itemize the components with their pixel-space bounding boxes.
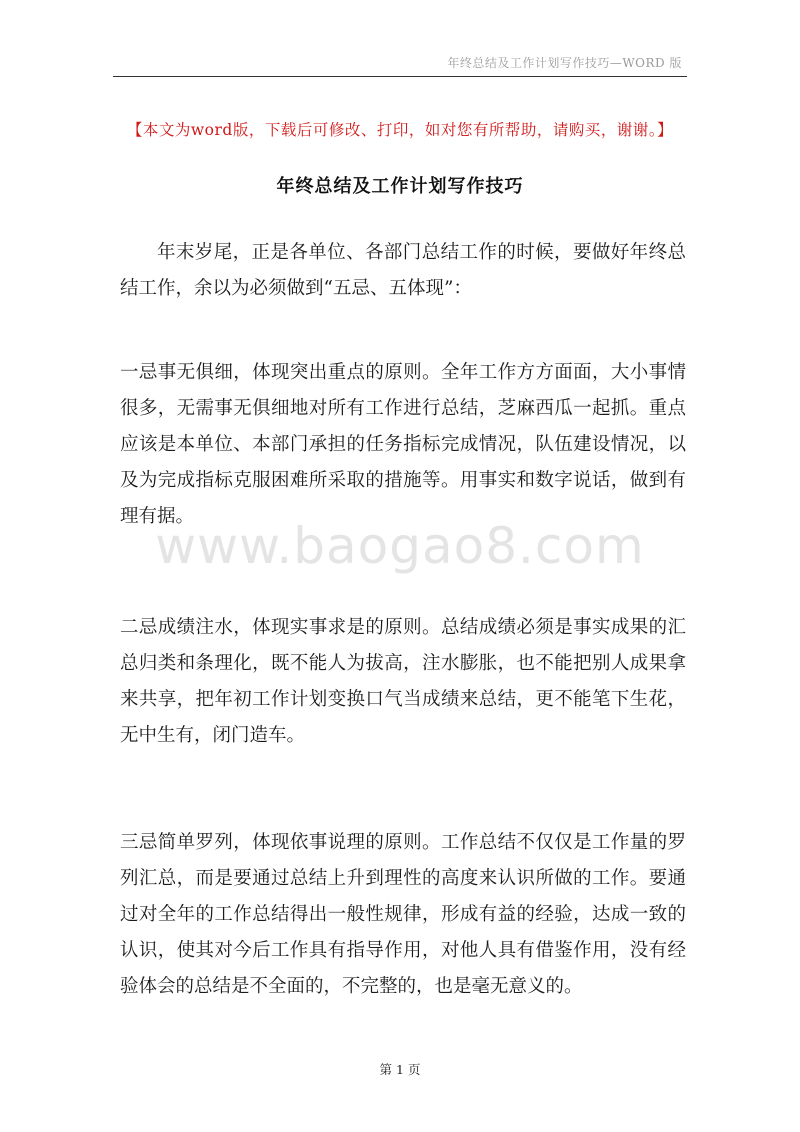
running-header: 年终总结及工作计划写作技巧—WORD 版 [447, 56, 682, 70]
paragraph-taboo-one: 一忌事无俱细，体现突出重点的原则。全年工作方方面面，大小事情很多，无需事无俱细地对所有工作进行总结，芝麻西瓜一起抓。重点应该是本单位、本部门承担的任务指标完成情况，队伍建设情况，以及为完成指标克服困难所采取的措施等。用事实和数字说话，做到有理有据。 [120, 362, 686, 527]
document-title: 年终总结及工作计划写作技巧 [276, 176, 524, 197]
header-divider [113, 76, 687, 77]
watermark: www.baogao8.com [155, 517, 645, 575]
paragraph-taboo-two: 二忌成绩注水，体现实事求是的原则。总结成绩必须是事实成果的汇总归类和条理化，既不能人为拔高，注水膨胀，也不能把别人成果拿来共享，把年初工作计划变换口气当成绩来总结，更不能笔下生花，无中生有，闭门造车。 [120, 617, 686, 746]
page-number: 第 1 页 [379, 1062, 421, 1077]
purchase-notice: 【本文为word版，下载后可修改、打印，如对您有所帮助，请购买，谢谢。】 [126, 121, 674, 139]
paragraph-taboo-three: 三忌简单罗列，体现依事说理的原则。工作总结不仅仅是工作量的罗列汇总，而是要通过总结上升到理性的高度来认识所做的工作。要通过对全年的工作总结得出一般性规律，形成有益的经验，达成一致的认识，使其对今后工作具有指导作用，对他人具有借鉴作用，没有经验体会的总结是不全面的，不完整的，也是毫无意义的。 [120, 832, 686, 997]
paragraph-intro: 年末岁尾，正是各单位、各部门总结工作的时候，要做好年终总结工作，余以为必须做到“五忌、五体现”： [120, 242, 686, 299]
